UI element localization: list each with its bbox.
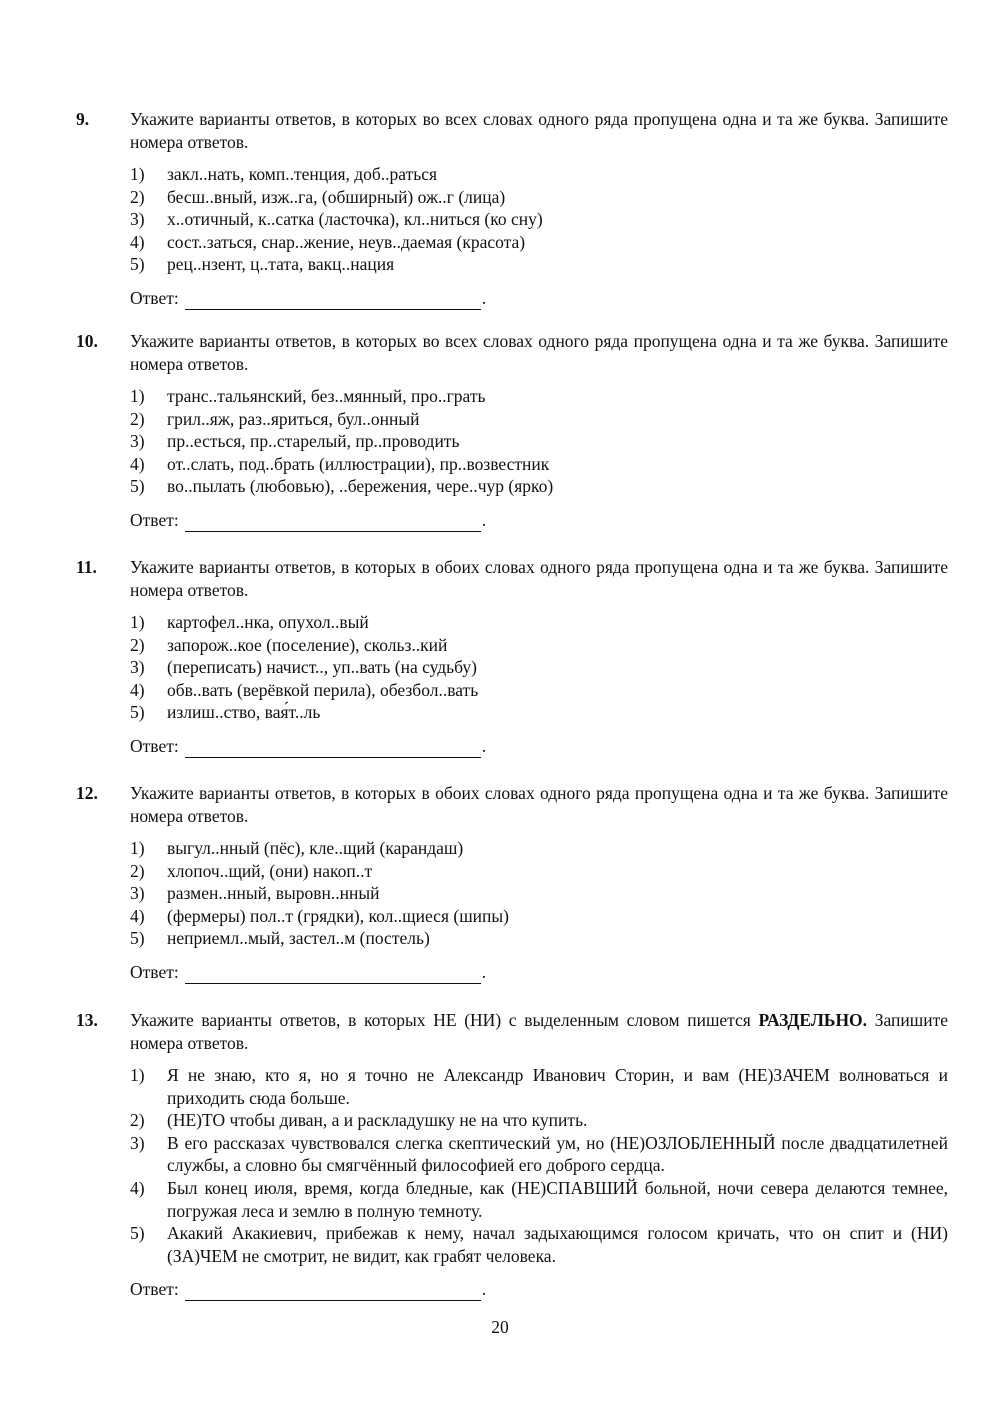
option-item [130,882,948,905]
option-item [130,701,948,724]
option-number: 5) [130,476,145,497]
task-question [130,1009,948,1055]
task-number: 10. [76,331,98,351]
option-text: во..пылать (любовью), ..бережения, чере..чур (ярко) [167,476,554,497]
option-text: картофел..нка, опухол..вый [167,612,369,632]
option-item [130,385,948,408]
answer-line[interactable] [185,967,481,984]
answer-label: Ответ: [130,735,179,756]
option-number: 4) [130,231,145,252]
option-item [130,927,948,950]
task-number: 11. [76,557,97,577]
option-number: 2) [130,860,145,881]
option-number: 5) [130,1223,145,1244]
option-text: рец..нзент, ц..тата, вакц..нация [167,254,395,275]
option-text: запорож..кое (поселение), скольз..кий [167,634,448,655]
answer-label: Ответ: [130,961,179,982]
option-text: В его рассказах чувствовался слегка скептический ум, но (НЕ)ОЗЛОБЛЕННЫЙ после двадцатилетней службы, а словно бы смягчённый философией его доброго сердца. [167,1132,948,1176]
task-13 [76,1009,948,1301]
option-item [130,1109,948,1132]
option-text: излиш..ство, вая́т..ль [167,702,321,723]
option-number: 3) [130,883,145,904]
option-text: сост..заться, снар..жение, неув..даемая (красота) [167,231,526,252]
answer-label: Ответ: [130,287,179,308]
task-number: 12. [76,783,98,803]
answer-row: Ответ: . [130,1279,487,1300]
option-item [130,430,948,453]
option-number: 1) [130,612,145,632]
option-item [130,905,948,928]
answer-label: Ответ: [130,509,179,530]
option-text: грил..яж, раз..яриться, бул..онный [167,408,420,429]
answer-label: Ответ: [130,1279,179,1300]
answer-line[interactable] [185,515,481,532]
option-item [130,1177,948,1222]
options-list [130,163,948,276]
option-text: (фермеры) пол..т (грядки), кол..щиеся (шипы) [167,905,509,926]
options-list [130,1064,948,1267]
option-item [130,656,948,679]
options-list [130,385,948,498]
option-text: Акакий Акакиевич, прибежав к нему, начал задыхающимся голосом кричать, что он спит и (НИ)(ЗА)ЧЕМ не смотрит, не видит, как грабят человека. [167,1223,948,1266]
option-text: бесш..вный, изж..га, (обширный) ож..г (лица) [167,186,506,207]
answer-row: Ответ: . [130,735,487,756]
option-text: пр..есться, пр..старелый, пр..проводить [167,431,460,452]
option-number: 3) [130,1132,145,1153]
option-item [130,1064,948,1109]
option-text: хлопоч..щий, (они) накоп..т [167,860,373,881]
answer-row: Ответ: . [130,509,487,530]
answer-line[interactable] [185,741,481,758]
answer-line[interactable] [185,1284,481,1301]
option-text: размен..нный, выровн..нный [167,883,380,904]
option-text: х..отичный, к..сатка (ласточка), кл..ниться (ко сну) [167,209,543,230]
question-text-post: Запишите номера ответов. [130,1010,949,1053]
option-text: транс..тальянский, без..мянный, про..грать [167,386,486,406]
option-item [130,231,948,254]
option-number: 3) [130,657,145,678]
option-number: 4) [130,905,145,926]
option-text: (НЕ)ТО чтобы диван, а и раскладушку не на что купить. [167,1110,588,1131]
option-text: (переписать) начист.., уп..вать (на судьбу) [167,657,477,678]
task-12 [76,782,948,984]
option-item [130,1132,948,1177]
option-item [130,837,948,860]
option-item [130,408,948,431]
task-9 [76,108,948,310]
option-number: 3) [130,209,145,230]
option-item [130,253,948,276]
task-number: 9. [76,109,90,129]
option-item [130,634,948,657]
option-text: закл..нать, комп..тенция, доб..раться [167,164,438,184]
option-item [130,208,948,231]
option-number: 4) [130,679,145,700]
option-item [130,475,948,498]
option-item [130,679,948,702]
option-number: 1) [130,838,145,858]
option-item [130,453,948,476]
task-question: Укажите варианты ответов, в которых во всех словах одного ряда пропущена одна и та же буква. Запишите номера ответов. [130,109,948,152]
option-number: 4) [130,453,145,474]
answer-row: Ответ: . [130,961,487,982]
option-text: Был конец июля, время, когда бледные, как (НЕ)СПАВШИЙ больной, ночи севера делаются темнее, погружая леса и землю в полную темноту. [167,1177,948,1221]
option-item [130,611,948,634]
option-item [130,186,948,209]
question-bold-word: РАЗДЕЛЬНО. [758,1010,868,1030]
option-number: 2) [130,186,145,207]
option-item [130,1222,948,1267]
task-number: 13. [76,1010,98,1030]
options-list [130,837,948,950]
option-text: выгул..нный (пёс), кле..щий (карандаш) [167,838,464,858]
answer-line[interactable] [185,293,481,310]
option-text: от..слать, под..брать (иллюстрации), пр..возвестник [167,453,550,474]
option-number: 1) [130,1065,145,1085]
option-item [130,860,948,883]
task-11 [76,556,948,758]
option-number: 5) [130,702,145,723]
option-text: Я не знаю, кто я, но я точно не Александр Иванович Сторин, и вам (НЕ)ЗАЧЕМ волноваться и приходить сюда больше. [167,1065,948,1108]
option-number: 2) [130,634,145,655]
option-text: обв..вать (верёвкой перила), обезбол..вать [167,679,479,700]
question-text-pre: Укажите варианты ответов, в которых НЕ (НИ) с выделенным словом пишется [130,1010,751,1030]
task-question: Укажите варианты ответов, в которых во всех словах одного ряда пропущена одна и та же буква. Запишите номера ответов. [130,331,948,374]
page-number: 20 [491,1317,509,1337]
option-number: 3) [130,431,145,452]
option-item [130,163,948,186]
task-question: Укажите варианты ответов, в которых в обоих словах одного ряда пропущена одна и та же буква. Запишите номера ответов. [130,783,948,826]
option-number: 4) [130,1177,145,1198]
option-number: 2) [130,408,145,429]
option-number: 5) [130,928,145,949]
option-number: 1) [130,386,145,406]
task-question: Укажите варианты ответов, в которых в обоих словах одного ряда пропущена одна и та же буква. Запишите номера ответов. [130,557,948,600]
option-number: 2) [130,1110,145,1131]
option-number: 1) [130,164,145,184]
task-10 [76,330,948,532]
answer-row: Ответ: . [130,287,487,308]
options-list [130,611,948,724]
option-number: 5) [130,254,145,275]
option-text: неприемл..мый, застел..м (постель) [167,928,430,949]
